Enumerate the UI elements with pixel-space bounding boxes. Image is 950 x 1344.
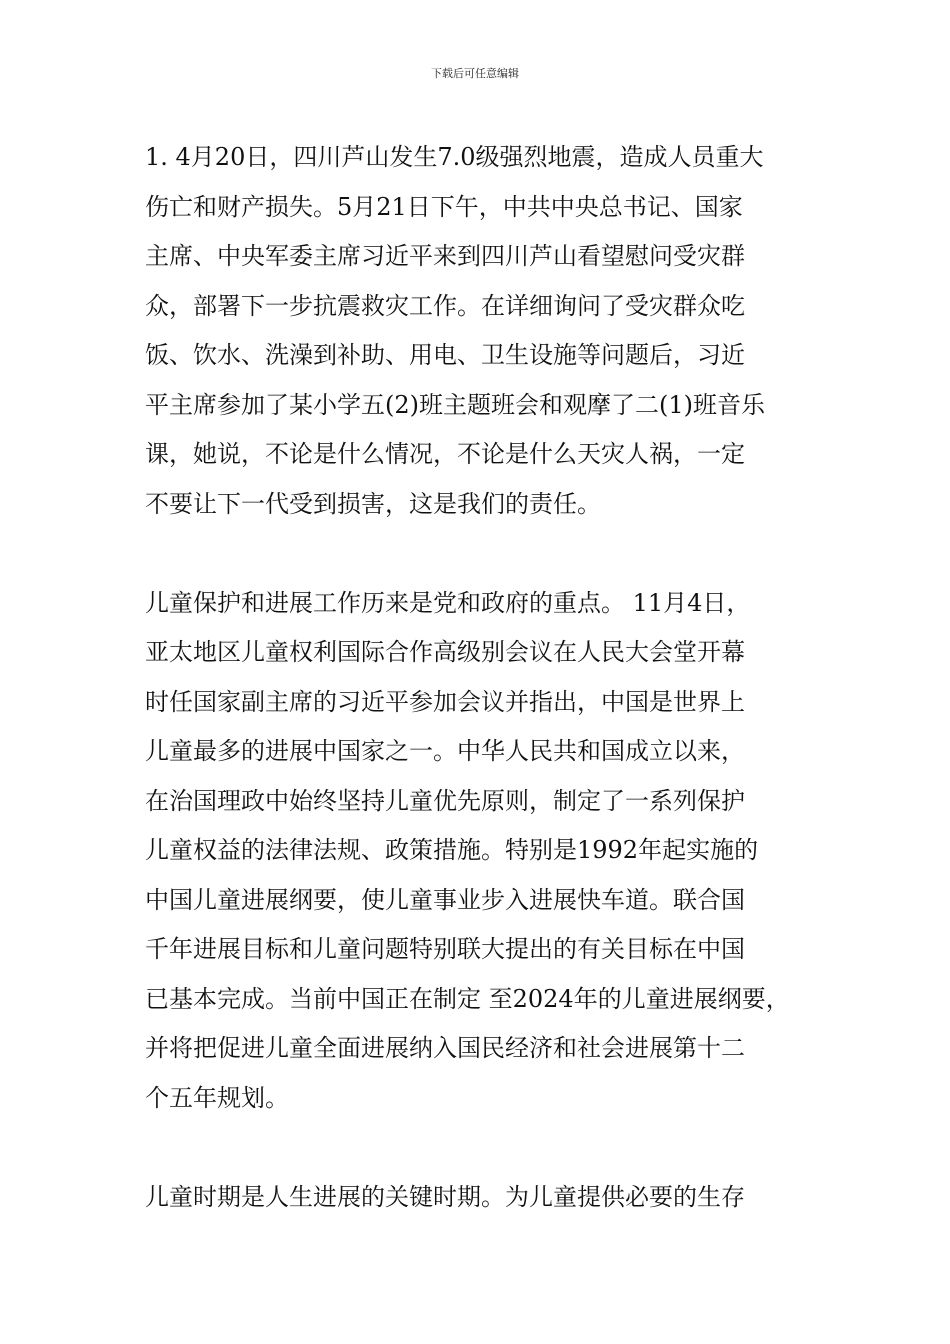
- text-line: 1. 4月20日，四川芦山发生7.0级强烈地震，造成人员重大: [145, 143, 764, 171]
- text-line: 主席、中央军委主席习近平来到四川芦山看望慰问受灾群: [145, 242, 745, 270]
- text-line: 儿童保护和进展工作历来是党和政府的重点。 11月4日，: [145, 588, 751, 617]
- text-line: 课，她说，不论是什么情况，不论是什么天灾人祸，一定: [145, 440, 745, 468]
- text-line: 儿童时期是人生进展的关键时期。为儿童提供必要的生存: [145, 1182, 745, 1211]
- text-line: 千年进展目标和儿童问题特别联大提出的有关目标在中国: [145, 935, 745, 963]
- text-line: 在治国理政中始终坚持儿童优先原则，制定了一系列保护: [145, 786, 745, 815]
- paragraph-2: [145, 579, 825, 1124]
- text-line: 儿童权益的法律法规、政策措施。特别是1992年起实施的: [145, 836, 759, 864]
- paragraph-1: [145, 133, 825, 529]
- text-line: 众，部署下一步抗震救灾工作。在详细询问了受灾群众吃: [145, 291, 745, 320]
- text-line: 时任国家副主席的习近平参加会议并指出，中国是世界上: [145, 687, 745, 716]
- text-line: 平主席参加了某小学五(2)班主题班会和观摩了二(1)班音乐: [145, 390, 765, 419]
- paragraph-spacer: [145, 1123, 825, 1173]
- text-line: 中国儿童进展纲要，使儿童事业步入进展快车道。联合国: [145, 885, 745, 914]
- text-line: 不要让下一代受到损害，这是我们的责任。: [145, 489, 601, 518]
- text-line: 饭、饮水、洗澡到补助、用电、卫生设施等问题后，习近: [145, 341, 745, 369]
- text-line: 儿童最多的进展中国家之一。中华人民共和国成立以来，: [145, 737, 745, 765]
- paragraph-3: [145, 1173, 825, 1223]
- text-line: 已基本完成。当前中国正在制定 至2024年的儿童进展纲要，: [145, 984, 790, 1013]
- text-line: 个五年规划。: [145, 1083, 289, 1112]
- document-body: [145, 133, 825, 1222]
- paragraph-spacer: [145, 529, 825, 579]
- text-line: 伤亡和财产损失。5月21日下午，中共中央总书记、国家: [145, 192, 743, 221]
- text-line: 亚太地区儿童权利国际合作高级别会议在人民大会堂开幕: [145, 638, 745, 666]
- text-line: 并将把促进儿童全面进展纳入国民经济和社会进展第十二: [145, 1034, 745, 1062]
- page-header: 下载后可任意编辑: [431, 67, 519, 80]
